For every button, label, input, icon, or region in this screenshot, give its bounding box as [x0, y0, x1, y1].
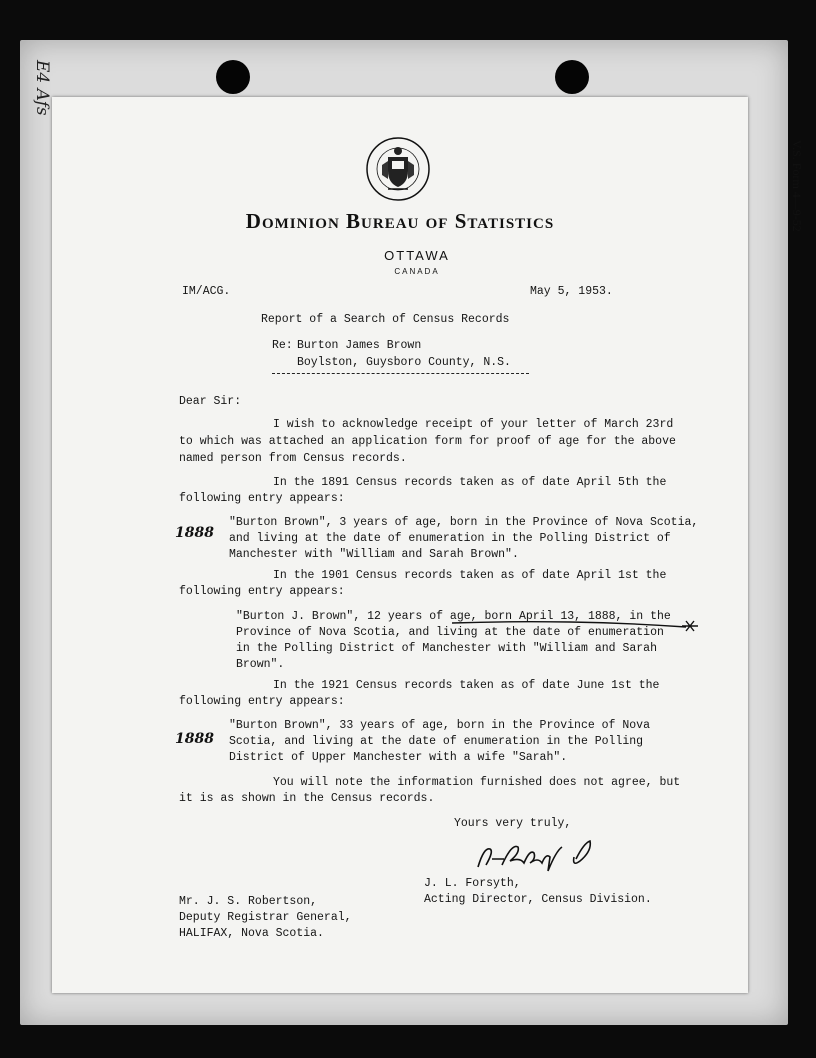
paragraph-line: I wish to acknowledge receipt of your letter of March 23rd: [273, 418, 674, 431]
census-entry-line: District of Upper Manchester with a wife "Sarah".: [229, 751, 568, 764]
re-label: Re:: [272, 339, 293, 352]
signer-name: J. L. Forsyth,: [424, 877, 521, 890]
census-entry-line: and living at the date of enumeration in the Polling District of: [229, 532, 671, 545]
census-entry-line: Brown".: [236, 658, 285, 671]
coat-of-arms-seal-icon: [364, 135, 432, 203]
handwritten-file-note: E4 Afs: [32, 60, 52, 116]
census-entry-line: "Burton J. Brown", 12 years of age, born April 13, 1888, in the: [236, 610, 671, 623]
census-entry-line: "Burton Brown", 33 years of age, born in the Province of Nova: [229, 719, 650, 732]
paragraph-line: In the 1921 Census records taken as of date June 1st the: [273, 679, 660, 692]
paragraph-line: it is as shown in the Census records.: [179, 792, 435, 805]
census-entry-line: in the Polling District of Manchester with "William and Sarah: [236, 642, 657, 655]
reference-code: IM/ACG.: [182, 285, 231, 298]
country: CANADA: [394, 267, 440, 276]
city: OTTAWA: [384, 248, 450, 263]
punch-hole: [216, 60, 250, 94]
letter-page: [52, 97, 748, 993]
paragraph-line: to which was attached an application form for proof of age for the above: [179, 435, 676, 448]
handwritten-margin-note: 1888: [175, 525, 214, 541]
census-entry-line: Province of Nova Scotia, and living at the date of enumeration: [236, 626, 664, 639]
letter-date: May 5, 1953.: [530, 285, 613, 298]
paragraph-line: following entry appears:: [179, 585, 345, 598]
paragraph-line: following entry appears:: [179, 492, 345, 505]
census-entry-line: Manchester with "William and Sarah Brown".: [229, 548, 519, 561]
form-number: V.S. Form 4—9-52: [790, 140, 804, 232]
handwritten-signature: [472, 837, 612, 879]
paragraph-line: In the 1891 Census records taken as of date April 5th the: [273, 476, 667, 489]
census-entry-line: Scotia, and living at the date of enumeration in the Polling: [229, 735, 644, 748]
subject-underline: [272, 373, 529, 374]
handwritten-margin-note: 1888: [175, 731, 214, 747]
paragraph-line: You will note the information furnished does not agree, but: [273, 776, 681, 789]
closing: Yours very truly,: [454, 817, 572, 830]
re-name: Burton James Brown: [297, 339, 422, 352]
punch-hole: [555, 60, 589, 94]
salutation: Dear Sir:: [179, 395, 242, 408]
paragraph-line: following entry appears:: [179, 695, 345, 708]
recipient-line: HALIFAX, Nova Scotia.: [179, 927, 324, 940]
paragraph-line: named person from Census records.: [179, 452, 407, 465]
subject-line: Report of a Search of Census Records: [261, 313, 510, 326]
organization-name: Dominion Bureau of Statistics: [245, 209, 555, 233]
handwritten-underline-mark: [450, 615, 702, 635]
recipient-line: Deputy Registrar General,: [179, 911, 352, 924]
census-entry-line: "Burton Brown", 3 years of age, born in the Province of Nova Scotia,: [229, 516, 699, 529]
recipient-line: Mr. J. S. Robertson,: [179, 895, 318, 908]
paragraph-line: In the 1901 Census records taken as of date April 1st the: [273, 569, 667, 582]
re-place: Boylston, Guysboro County, N.S.: [297, 356, 511, 369]
signer-title: Acting Director, Census Division.: [424, 893, 652, 906]
